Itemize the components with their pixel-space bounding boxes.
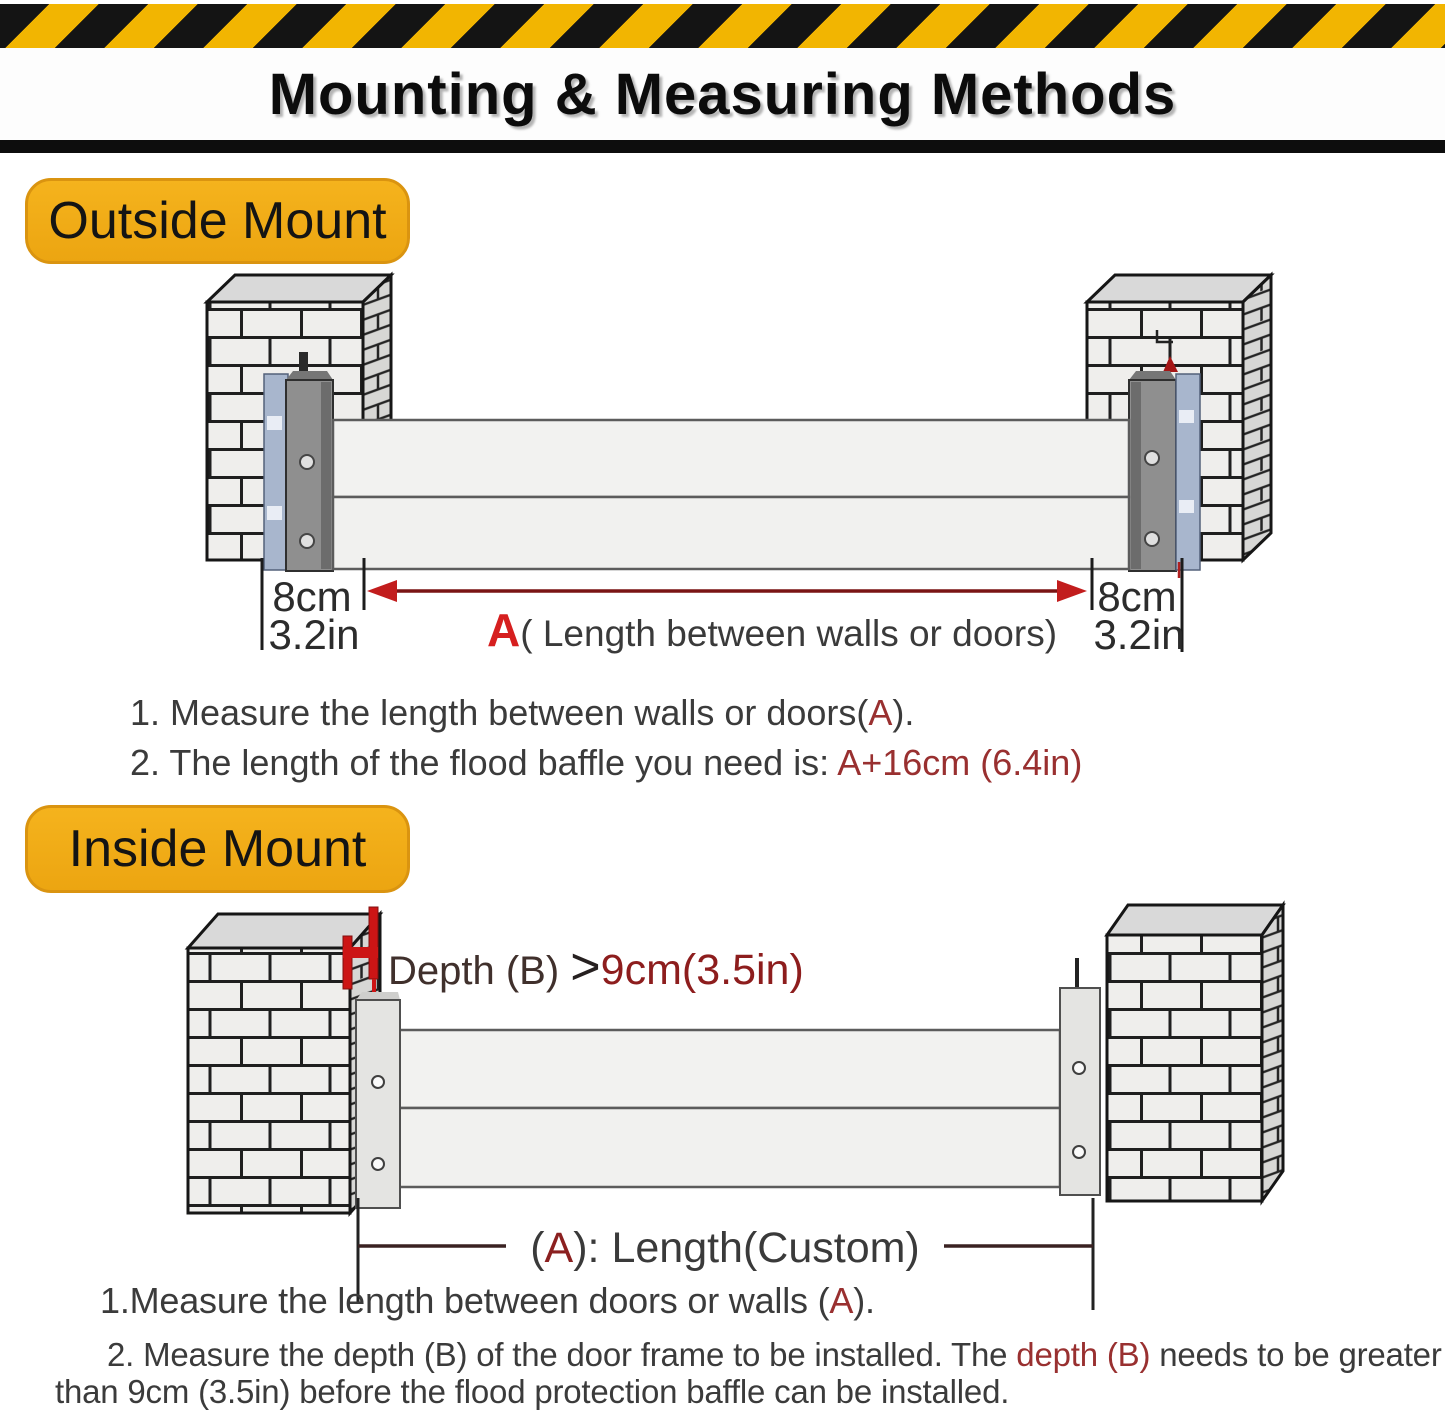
length-label-pre: ( — [530, 1224, 545, 1272]
step-text: ). — [892, 692, 915, 733]
inside-mount-badge — [25, 805, 410, 893]
depth-bracket-front — [343, 936, 352, 989]
arrowhead-left — [367, 580, 397, 602]
screw-hole — [1073, 1146, 1085, 1158]
depth-label — [388, 938, 804, 996]
flood-baffle-plank-bottom — [333, 497, 1129, 569]
depth-label-pre: Depth (B) — [388, 949, 571, 993]
length-custom-label — [530, 1224, 920, 1272]
right-channel-top — [1129, 371, 1176, 380]
right-pillar-top — [1087, 275, 1271, 302]
outside-mount-badge-label: Outside Mount — [48, 192, 387, 250]
screw-hole — [1145, 451, 1159, 465]
outside-mount-badge — [25, 178, 410, 264]
greater-than-sign: > — [570, 938, 601, 996]
flood-baffle-plank-top — [333, 420, 1129, 497]
outside-steps — [130, 694, 1082, 782]
inside-step-2 — [55, 1336, 1445, 1410]
right-pillar-side — [1243, 275, 1271, 560]
left-seal-strip — [264, 374, 288, 570]
left-channel-edge — [321, 382, 331, 569]
hazard-stripe-band — [0, 4, 1445, 48]
left-seal-highlight — [267, 506, 282, 520]
screw-hole — [300, 534, 314, 548]
right-seal-highlight — [1179, 410, 1194, 423]
right-pillar-top — [1107, 905, 1283, 935]
outside-mount-diagram — [150, 270, 1330, 670]
left-channel — [356, 1000, 400, 1208]
right-seal-highlight — [1179, 500, 1194, 513]
dim-right-cm: 8cm — [1097, 573, 1177, 620]
banner-divider — [0, 140, 1445, 153]
step-em: depth (B) — [1016, 1336, 1151, 1373]
step-text: 2. Measure the depth (B) of the door frame to be installed. The — [107, 1336, 1017, 1373]
right-channel — [1060, 988, 1100, 1195]
span-length-a: A — [487, 604, 521, 656]
step-text: needs to be greater than 9cm (3.5in) before the flood protection baffle can be installed. — [55, 1336, 1442, 1410]
left-channel-top — [356, 992, 400, 1000]
left-pillar-front — [188, 948, 350, 1213]
arrowhead-right — [1057, 580, 1087, 602]
title-band — [0, 48, 1445, 140]
inside-mount-badge-label: Inside Mount — [68, 820, 367, 878]
step-text: ). — [853, 1280, 875, 1321]
left-channel-top — [286, 371, 333, 380]
inside-steps — [55, 1282, 1445, 1410]
left-pillar-top — [207, 275, 391, 302]
right-channel-edge — [1131, 382, 1141, 569]
screw-hole — [1073, 1062, 1085, 1074]
step-text: 1. Measure the length between walls or doors( — [130, 692, 869, 733]
screw-hole — [372, 1076, 384, 1088]
inside-step-1 — [100, 1282, 1445, 1319]
right-pillar-front — [1107, 935, 1262, 1201]
flood-baffle-plank-bottom — [398, 1108, 1060, 1187]
span-length-label — [487, 604, 1057, 656]
dim-left-inch: 3.2in — [268, 611, 360, 658]
depth-bracket-back — [369, 907, 378, 979]
depth-label-value: 9cm(3.5in) — [600, 946, 804, 994]
screw-hole — [372, 1158, 384, 1170]
screw-hole — [1145, 532, 1159, 546]
inside-mount-diagram — [150, 895, 1330, 1313]
outside-step-2 — [130, 744, 1082, 782]
dim-left-cm: 8cm — [272, 573, 352, 620]
step-text: 2. The length of the flood baffle you need is: — [130, 742, 838, 783]
page-title: Mounting & Measuring Methods — [268, 61, 1177, 127]
outside-step-1 — [130, 694, 1082, 732]
depth-bracket-bar — [343, 947, 378, 958]
step-text: 1.Measure the length between doors or walls ( — [100, 1280, 830, 1321]
screw-hole — [300, 455, 314, 469]
right-seal-strip — [1176, 374, 1200, 570]
right-pillar-side — [1262, 905, 1283, 1201]
flood-baffle-plank-top — [398, 1030, 1060, 1108]
left-seal-highlight — [267, 416, 282, 430]
span-length-text: ( Length between walls or doors) — [520, 613, 1058, 654]
step-em: A — [829, 1280, 854, 1321]
length-label-a: A — [544, 1224, 574, 1272]
step-em: A — [868, 692, 893, 733]
length-label-post: ): Length(Custom) — [573, 1224, 920, 1272]
dim-right-inch: 3.2in — [1093, 611, 1185, 658]
step-em: A+16cm (6.4in) — [837, 742, 1083, 783]
